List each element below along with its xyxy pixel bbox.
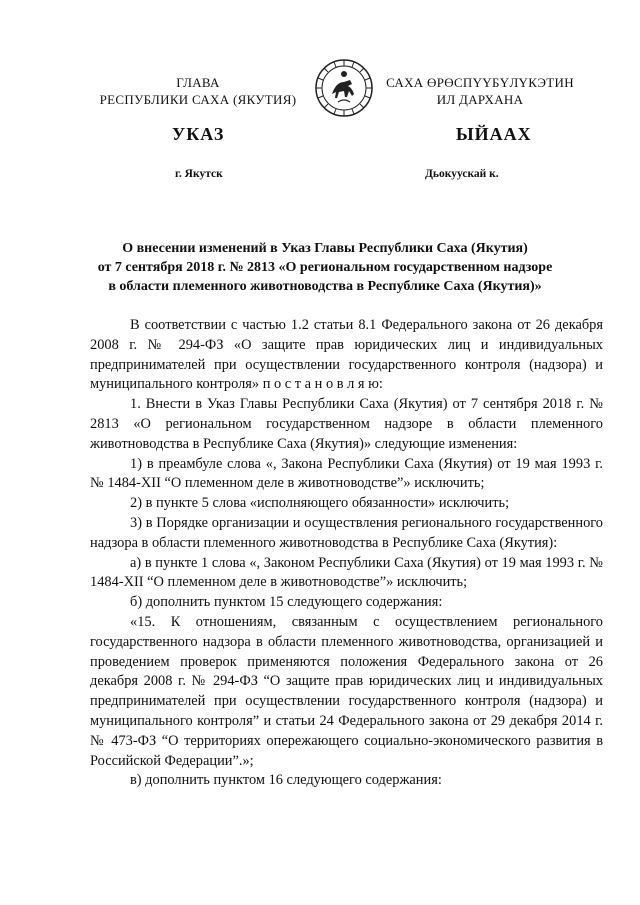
document-title bbox=[60, 239, 590, 296]
decree-title-sah: ЫЙААХ bbox=[456, 124, 532, 144]
document-title-line-3: в области племенного животноводства в Республике Саха (Якутия)» bbox=[108, 279, 542, 294]
document-body bbox=[90, 316, 603, 791]
paragraph-subitem-v: в) дополнить пунктом 16 следующего содержания: bbox=[130, 772, 442, 789]
header-left-line-1: ГЛАВА bbox=[176, 75, 220, 90]
paragraph-subitem-b: б) дополнить пунктом 15 следующего содержания: bbox=[130, 594, 443, 611]
paragraph-subitem-a: а) в пункте 1 слова «, Законом Республики Саха (Якутия) от 19 мая 1993 г. № 1484-XII “О племенном деле в животноводстве”» исключить; bbox=[90, 554, 603, 591]
paragraph-subitem-2: 2) в пункте 5 слова «исполняющего обязанности» исключить; bbox=[130, 495, 510, 512]
city-ru: г. Якутск bbox=[175, 168, 223, 180]
paragraph-preamble: В соответствии с частью 1.2 статьи 8.1 Федерального закона от 26 декабря 2008 г. № 294-ФЗ «О защите прав юридических лиц и индивидуальных предпринимателей при осуществлении государственного контроля (надзора) и муниципального контроля» п о с т а н о в л я ю: bbox=[90, 317, 603, 393]
header-right bbox=[380, 74, 580, 108]
paragraph-point-15: «15. К отношениям, связанным с осуществлением регионального государственного надзора в области племенного животноводства, организацией и проведением проверок применяются положения Федерального закона от 26 декабря 2008 г. № 294-ФЗ “О защите прав юридических лиц и индивидуальных предпринимателей при осуществлении государственного контроля (надзора) и муниципального контроля” и статьи 24 Федерального закона от 29 декабря 2014 г. № 473-ФЗ “О территориях опережающего социально-экономического развития в Российской Федерации”.»; bbox=[90, 613, 603, 769]
decree-title-ru: УКАЗ bbox=[172, 124, 225, 144]
coat-of-arms-icon bbox=[314, 58, 374, 118]
document-title-line-2: от 7 сентября 2018 г. № 2813 «О региональном государственном надзоре bbox=[97, 260, 553, 275]
header-left bbox=[88, 74, 308, 108]
city-sah: Дьокуускай к. bbox=[425, 168, 499, 180]
paragraph-subitem-1: 1) в преамбуле слова «, Закона Республики Саха (Якутия) от 19 мая 1993 г. № 1484-XII “О племенном деле в животноводстве”» исключить; bbox=[90, 455, 603, 492]
header-right-line-1: САХА ӨРӨСПҮҮБҮЛҮКЭТИН bbox=[386, 75, 574, 90]
paragraph-subitem-3: 3) в Порядке организации и осуществления регионального государственного надзора в области племенного животноводства в Республике Саха (Якутия): bbox=[90, 514, 603, 551]
paragraph-item-1: 1. Внести в Указ Главы Республики Саха (Якутия) от 7 сентября 2018 г. № 2813 «О региональном государственном надзоре в области племенного животноводства в Республике Саха (Якутия)» следующие изменения: bbox=[90, 396, 603, 452]
header-right-line-2: ИЛ ДАРХАНА bbox=[436, 92, 524, 107]
document-title-line-1: О внесении изменений в Указ Главы Республики Саха (Якутия) bbox=[122, 241, 528, 256]
header-left-line-2: РЕСПУБЛИКИ САХА (ЯКУТИЯ) bbox=[99, 92, 297, 107]
